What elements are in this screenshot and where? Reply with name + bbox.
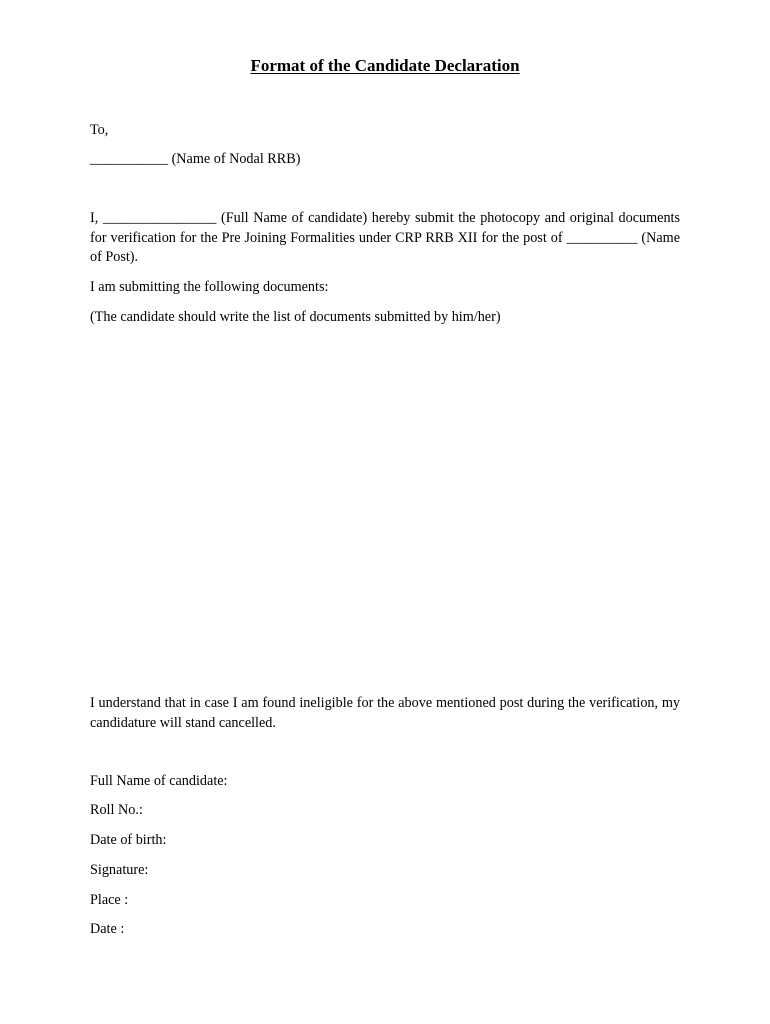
declaration-paragraph: I, ________________ (Full Name of candidate) hereby submit the photocopy and original documents for verification for the Pre Joining Formalities under CRP RRB XII for the post of __________ (Name of Post). [90, 210, 680, 265]
submitting-documents-line: I am submitting the following documents: [90, 279, 329, 295]
signature-label: Signature: [90, 862, 149, 878]
place-label: Place : [90, 892, 129, 908]
documents-instruction-line: (The candidate should write the list of documents submitted by him/her) [90, 309, 501, 325]
document-title: Format of the Candidate Declaration [250, 56, 520, 75]
understanding-paragraph: I understand that in case I am found ineligible for the above mentioned post during the verification, my candidature will stand cancelled. [90, 695, 680, 731]
full-name-label: Full Name of candidate: [90, 773, 228, 789]
date-of-birth-label: Date of birth: [90, 832, 167, 848]
date-label: Date : [90, 921, 125, 937]
salutation: To, [90, 122, 109, 138]
roll-no-label: Roll No.: [90, 802, 143, 818]
nodal-rrb-line: ___________ (Name of Nodal RRB) [90, 151, 301, 167]
